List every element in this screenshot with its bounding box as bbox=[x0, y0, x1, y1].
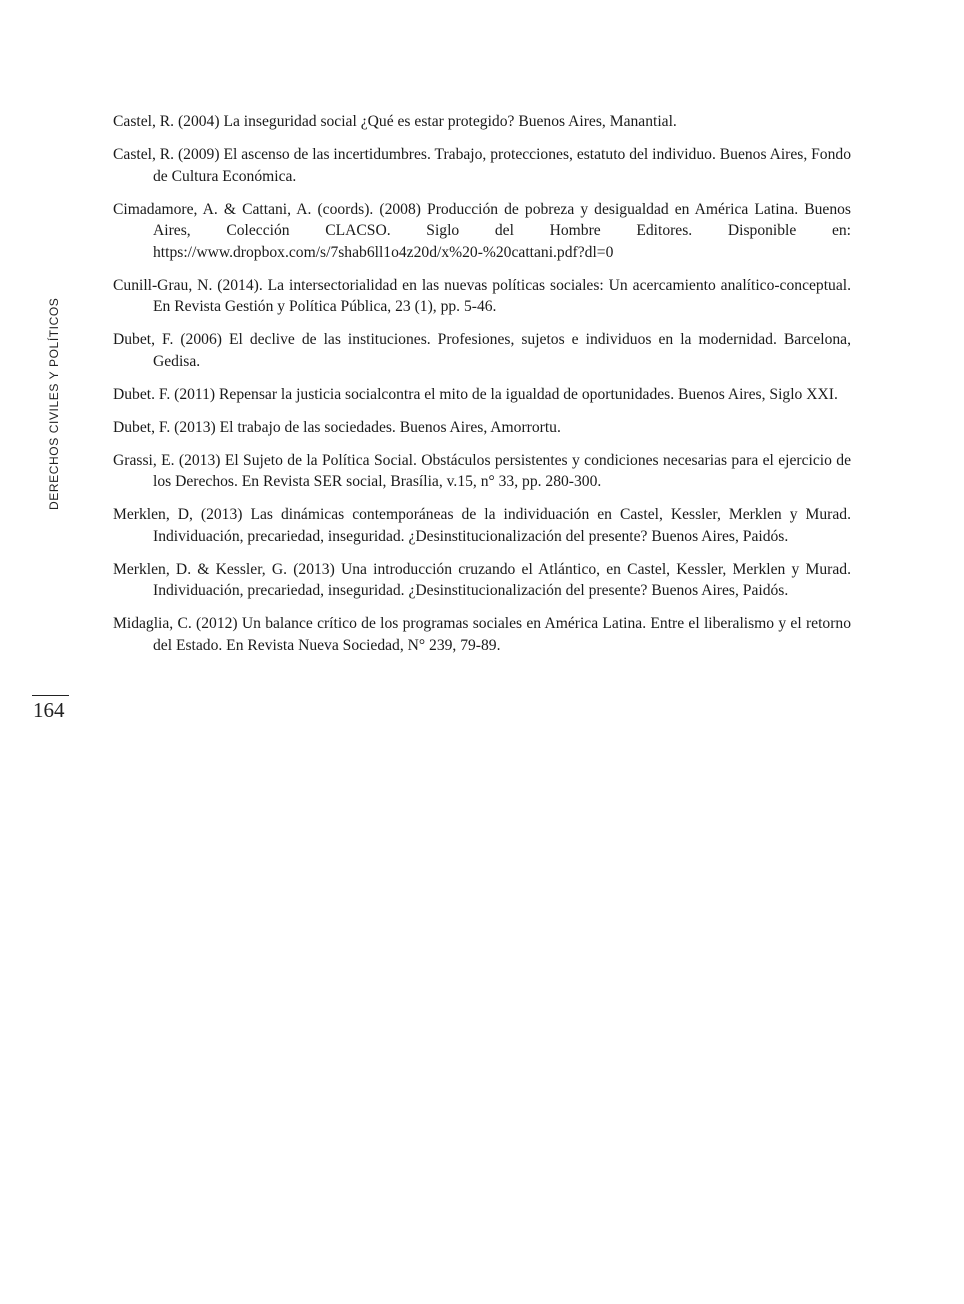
reference-item: Merklen, D, (2013) Las dinámicas contemporáneas de la individuación en Castel, Kessler, Merklen y Murad. Individuación, precariedad, inseguridad. ¿Desinstitucionalización del presente? Buenos Aires, Paidós. bbox=[113, 506, 851, 545]
reference-item: Castel, R. (2004) La inseguridad social ¿Qué es estar protegido? Buenos Aires, Manantial. bbox=[113, 113, 677, 130]
page-number-rule bbox=[32, 695, 69, 696]
reference-item: Dubet, F. (2013) El trabajo de las sociedades. Buenos Aires, Amorrortu. bbox=[113, 418, 561, 436]
reference-item: Merklen, D. & Kessler, G. (2013) Una introducción cruzando el Atlántico, en Castel, Kessler, Merklen y Murad. Individuación, precariedad, inseguridad. ¿Desinstitucionalización del presente? Buenos Aires, Paidós. bbox=[113, 560, 851, 599]
reference-item: Grassi, E. (2013) El Sujeto de la Política Social. Obstáculos persistentes y condiciones necesarias para el ejercicio de los Derechos. En Revista SER social, Brasília, v.15, n° 33, pp. 280-300. bbox=[113, 451, 851, 490]
reference-item: Cunill-Grau, N. (2014). La intersectorialidad en las nuevas políticas sociales: Un acercamiento analítico-conceptual. En Revista Gestión y Política Pública, 23 (1), pp. 5-46. bbox=[113, 276, 851, 315]
page-number: 164 bbox=[33, 698, 65, 722]
reference-item: Dubet, F. (2006) El declive de las instituciones. Profesiones, sujetos e individuos en la modernidad. Barcelona, Gedisa. bbox=[113, 331, 851, 370]
reference-item: Castel, R. (2009) El ascenso de las incertidumbres. Trabajo, protecciones, estatuto del individuo. Buenos Aires, Fondo de Cultura Económica. bbox=[113, 146, 851, 185]
reference-list bbox=[113, 111, 851, 668]
reference-item: Cimadamore, A. & Cattani, A. (coords). (2008) Producción de pobreza y desigualdad en América Latina. Buenos Aires, Colección CLACSO. Siglo del Hombre Editores. Disponible en: https://www.dropbox.com/s/7shab6ll1o4z20d/x%20-%20cattani.pdf?dl=0 bbox=[113, 200, 851, 261]
reference-item: Dubet. F. (2011) Repensar la justicia socialcontra el mito de la igualdad de oportunidades. Buenos Aires, Siglo XXI. bbox=[113, 385, 838, 403]
running-header-vertical: DERECHOS CIVILES Y POLÍTICOS bbox=[47, 297, 61, 510]
reference-item: Midaglia, C. (2012) Un balance crítico de los programas sociales en América Latina. Entre el liberalismo y el retorno del Estado. En Revista Nueva Sociedad, N° 239, 79-89. bbox=[113, 615, 851, 654]
